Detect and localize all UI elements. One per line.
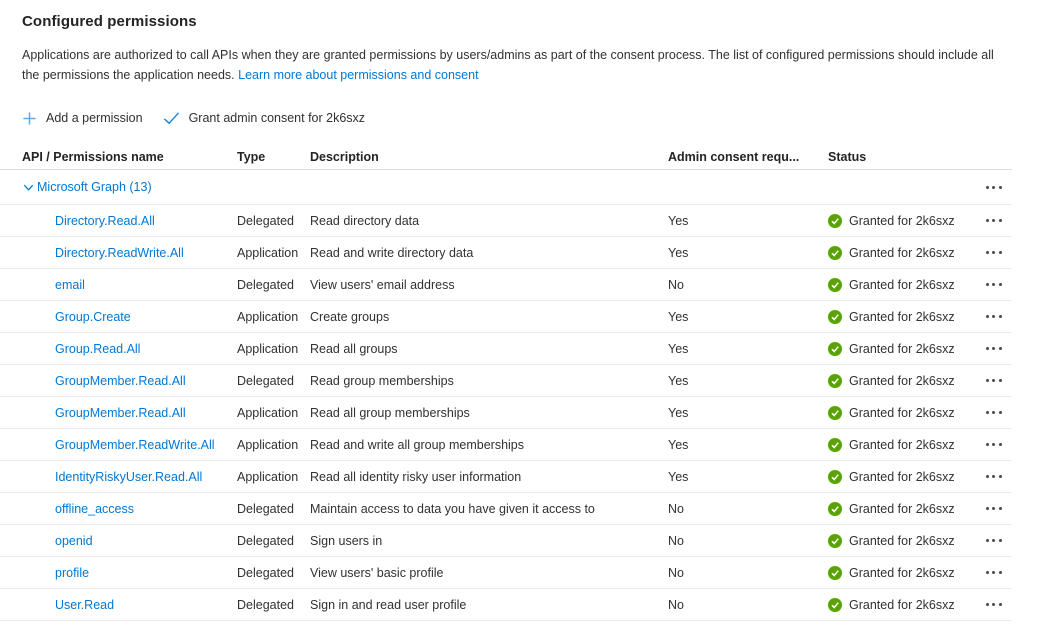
permission-name-cell bbox=[0, 566, 237, 580]
row-menu-button[interactable] bbox=[982, 409, 1006, 416]
row-menu-button[interactable] bbox=[982, 313, 1006, 320]
table-row bbox=[0, 333, 1012, 365]
learn-more-link[interactable]: Learn more about permissions and consent bbox=[238, 68, 479, 82]
table-row bbox=[0, 365, 1012, 397]
row-menu-cell bbox=[975, 505, 1012, 512]
row-menu-cell bbox=[975, 313, 1012, 320]
admin-consent-cell: Yes bbox=[668, 437, 689, 452]
grant-admin-consent-button[interactable] bbox=[163, 111, 365, 125]
page-title: Configured permissions bbox=[22, 13, 197, 30]
row-menu-cell bbox=[975, 377, 1012, 384]
granted-check-icon bbox=[828, 502, 842, 516]
table-row bbox=[0, 205, 1012, 237]
type-cell: Delegated bbox=[237, 373, 294, 388]
row-menu-button[interactable] bbox=[982, 473, 1006, 480]
type-cell: Application bbox=[237, 405, 299, 420]
status-badge bbox=[828, 534, 975, 548]
status-text: Granted for 2k6sxz bbox=[849, 597, 955, 612]
permissions-toolbar bbox=[22, 106, 1057, 130]
status-badge bbox=[828, 342, 975, 356]
permission-name-link[interactable]: Directory.Read.All bbox=[55, 213, 155, 228]
permission-name-cell bbox=[0, 214, 237, 228]
type-cell: Application bbox=[237, 437, 299, 452]
ellipsis-icon bbox=[986, 186, 1002, 189]
permission-name-link[interactable]: offline_access bbox=[55, 501, 134, 516]
status-text: Granted for 2k6sxz bbox=[849, 501, 955, 516]
type-cell: Application bbox=[237, 469, 299, 484]
description-cell: Create groups bbox=[310, 309, 390, 324]
header-api-permissions-name: API / Permissions name bbox=[22, 149, 164, 164]
admin-consent-cell: Yes bbox=[668, 405, 689, 420]
table-row bbox=[0, 557, 1012, 589]
status-badge bbox=[828, 598, 975, 612]
section-description bbox=[22, 45, 1007, 85]
chevron-down-icon bbox=[22, 181, 35, 194]
status-text: Granted for 2k6sxz bbox=[849, 565, 955, 580]
description-cell: Sign in and read user profile bbox=[310, 597, 467, 612]
status-badge bbox=[828, 310, 975, 324]
permission-name-link[interactable]: User.Read bbox=[55, 597, 115, 612]
table-row bbox=[0, 461, 1012, 493]
plus-icon bbox=[22, 111, 37, 126]
admin-consent-cell: Yes bbox=[668, 341, 689, 356]
admin-consent-cell: No bbox=[668, 597, 684, 612]
permission-name-cell bbox=[0, 310, 237, 324]
type-cell: Delegated bbox=[237, 501, 294, 516]
description-cell: Read group memberships bbox=[310, 373, 454, 388]
group-menu-cell bbox=[975, 184, 1012, 191]
status-text: Granted for 2k6sxz bbox=[849, 373, 955, 388]
row-menu-cell bbox=[975, 601, 1012, 608]
type-cell: Delegated bbox=[237, 565, 294, 580]
permissions-table bbox=[0, 144, 1012, 621]
permission-name-cell bbox=[0, 470, 237, 484]
group-menu-button[interactable] bbox=[982, 184, 1006, 191]
status-text: Granted for 2k6sxz bbox=[849, 277, 955, 292]
ellipsis-icon bbox=[986, 219, 1002, 222]
description-cell: View users' email address bbox=[310, 277, 455, 292]
granted-check-icon bbox=[828, 406, 842, 420]
admin-consent-cell: Yes bbox=[668, 245, 689, 260]
ellipsis-icon bbox=[986, 379, 1002, 382]
granted-check-icon bbox=[828, 374, 842, 388]
row-menu-button[interactable] bbox=[982, 537, 1006, 544]
type-cell: Delegated bbox=[237, 597, 294, 612]
description-text: Applications are authorized to call APIs when they are granted permissions by users/admins as part of the consent process. The list of configured permissions should include all the permissions the application needs. bbox=[22, 48, 994, 82]
admin-consent-cell: No bbox=[668, 533, 684, 548]
status-badge bbox=[828, 406, 975, 420]
permission-name-link[interactable]: GroupMember.Read.All bbox=[55, 405, 186, 420]
permission-name-link[interactable]: GroupMember.Read.All bbox=[55, 373, 186, 388]
status-badge bbox=[828, 566, 975, 580]
permission-name-link[interactable]: Group.Create bbox=[55, 309, 131, 324]
row-menu-cell bbox=[975, 441, 1012, 448]
header-description: Description bbox=[310, 149, 379, 164]
granted-check-icon bbox=[828, 566, 842, 580]
permission-name-cell bbox=[0, 502, 237, 516]
status-text: Granted for 2k6sxz bbox=[849, 245, 955, 260]
table-row bbox=[0, 493, 1012, 525]
ellipsis-icon bbox=[986, 283, 1002, 286]
row-menu-cell bbox=[975, 281, 1012, 288]
table-body bbox=[0, 205, 1012, 621]
type-cell: Delegated bbox=[237, 213, 294, 228]
row-menu-button[interactable] bbox=[982, 281, 1006, 288]
status-badge bbox=[828, 470, 975, 484]
row-menu-cell bbox=[975, 569, 1012, 576]
granted-check-icon bbox=[828, 534, 842, 548]
row-menu-cell bbox=[975, 217, 1012, 224]
granted-check-icon bbox=[828, 438, 842, 452]
type-cell: Delegated bbox=[237, 277, 294, 292]
granted-check-icon bbox=[828, 214, 842, 228]
ellipsis-icon bbox=[986, 443, 1002, 446]
status-text: Granted for 2k6sxz bbox=[849, 405, 955, 420]
granted-check-icon bbox=[828, 310, 842, 324]
grant-admin-consent-label: Grant admin consent for 2k6sxz bbox=[188, 111, 366, 125]
add-permission-label: Add a permission bbox=[46, 111, 143, 125]
type-cell: Delegated bbox=[237, 533, 294, 548]
ellipsis-icon bbox=[986, 315, 1002, 318]
permission-name-cell bbox=[0, 598, 237, 612]
granted-check-icon bbox=[828, 598, 842, 612]
ellipsis-icon bbox=[986, 571, 1002, 574]
permission-name-link[interactable]: openid bbox=[55, 533, 93, 548]
row-menu-button[interactable] bbox=[982, 569, 1006, 576]
status-badge bbox=[828, 502, 975, 516]
admin-consent-cell: No bbox=[668, 501, 684, 516]
permission-name-cell bbox=[0, 406, 237, 420]
status-badge bbox=[828, 278, 975, 292]
status-text: Granted for 2k6sxz bbox=[849, 213, 955, 228]
permission-name-link[interactable]: Group.Read.All bbox=[55, 341, 141, 356]
status-text: Granted for 2k6sxz bbox=[849, 469, 955, 484]
ellipsis-icon bbox=[986, 603, 1002, 606]
ellipsis-icon bbox=[986, 347, 1002, 350]
status-text: Granted for 2k6sxz bbox=[849, 437, 955, 452]
status-badge bbox=[828, 374, 975, 388]
table-row bbox=[0, 429, 1012, 461]
granted-check-icon bbox=[828, 342, 842, 356]
table-row bbox=[0, 269, 1012, 301]
permission-name-link[interactable]: email bbox=[55, 277, 85, 292]
header-admin-consent: Admin consent requ... bbox=[668, 149, 800, 164]
table-row bbox=[0, 397, 1012, 429]
api-group-row bbox=[0, 170, 1012, 205]
permission-name-cell bbox=[0, 342, 237, 356]
table-row bbox=[0, 525, 1012, 557]
ellipsis-icon bbox=[986, 507, 1002, 510]
add-permission-button[interactable] bbox=[22, 111, 143, 126]
api-group-name: Microsoft Graph (13) bbox=[37, 180, 152, 194]
permission-name-cell bbox=[0, 438, 237, 452]
header-type: Type bbox=[237, 149, 266, 164]
row-menu-button[interactable] bbox=[982, 377, 1006, 384]
row-menu-cell bbox=[975, 537, 1012, 544]
admin-consent-cell: Yes bbox=[668, 373, 689, 388]
granted-check-icon bbox=[828, 470, 842, 484]
permission-name-link[interactable]: profile bbox=[55, 565, 90, 580]
description-cell: Read and write directory data bbox=[310, 245, 474, 260]
status-text: Granted for 2k6sxz bbox=[849, 309, 955, 324]
description-cell: View users' basic profile bbox=[310, 565, 444, 580]
row-menu-button[interactable] bbox=[982, 505, 1006, 512]
permission-name-cell bbox=[0, 374, 237, 388]
description-cell: Read all identity risky user information bbox=[310, 469, 522, 484]
status-badge bbox=[828, 246, 975, 260]
permission-name-cell bbox=[0, 278, 237, 292]
type-cell: Application bbox=[237, 245, 299, 260]
ellipsis-icon bbox=[986, 475, 1002, 478]
admin-consent-cell: No bbox=[668, 565, 684, 580]
status-text: Granted for 2k6sxz bbox=[849, 341, 955, 356]
row-menu-button[interactable] bbox=[982, 441, 1006, 448]
permission-name-cell bbox=[0, 246, 237, 260]
status-text: Granted for 2k6sxz bbox=[849, 533, 955, 548]
granted-check-icon bbox=[828, 278, 842, 292]
row-menu-button[interactable] bbox=[982, 217, 1006, 224]
status-badge bbox=[828, 214, 975, 228]
description-cell: Read directory data bbox=[310, 213, 420, 228]
table-header-row bbox=[0, 144, 1012, 170]
api-group-toggle[interactable] bbox=[0, 180, 975, 194]
admin-consent-cell: Yes bbox=[668, 469, 689, 484]
admin-consent-cell: Yes bbox=[668, 309, 689, 324]
table-row bbox=[0, 301, 1012, 333]
row-menu-button[interactable] bbox=[982, 345, 1006, 352]
checkmark-icon bbox=[163, 111, 180, 125]
permission-name-cell bbox=[0, 534, 237, 548]
description-cell: Maintain access to data you have given it access to bbox=[310, 501, 595, 516]
description-cell: Read all group memberships bbox=[310, 405, 470, 420]
permission-name-link[interactable]: Directory.ReadWrite.All bbox=[55, 245, 184, 260]
row-menu-button[interactable] bbox=[982, 601, 1006, 608]
admin-consent-cell: Yes bbox=[668, 213, 689, 228]
permission-name-link[interactable]: IdentityRiskyUser.Read.All bbox=[55, 469, 203, 484]
permission-name-link[interactable]: GroupMember.ReadWrite.All bbox=[55, 437, 215, 452]
row-menu-cell bbox=[975, 249, 1012, 256]
table-row bbox=[0, 237, 1012, 269]
ellipsis-icon bbox=[986, 411, 1002, 414]
row-menu-button[interactable] bbox=[982, 249, 1006, 256]
description-cell: Sign users in bbox=[310, 533, 383, 548]
description-cell: Read and write all group memberships bbox=[310, 437, 524, 452]
row-menu-cell bbox=[975, 345, 1012, 352]
ellipsis-icon bbox=[986, 251, 1002, 254]
row-menu-cell bbox=[975, 473, 1012, 480]
granted-check-icon bbox=[828, 246, 842, 260]
admin-consent-cell: No bbox=[668, 277, 684, 292]
status-badge bbox=[828, 438, 975, 452]
row-menu-cell bbox=[975, 409, 1012, 416]
header-status: Status bbox=[828, 149, 867, 164]
ellipsis-icon bbox=[986, 539, 1002, 542]
description-cell: Read all groups bbox=[310, 341, 398, 356]
table-row bbox=[0, 589, 1012, 621]
type-cell: Application bbox=[237, 309, 299, 324]
type-cell: Application bbox=[237, 341, 299, 356]
